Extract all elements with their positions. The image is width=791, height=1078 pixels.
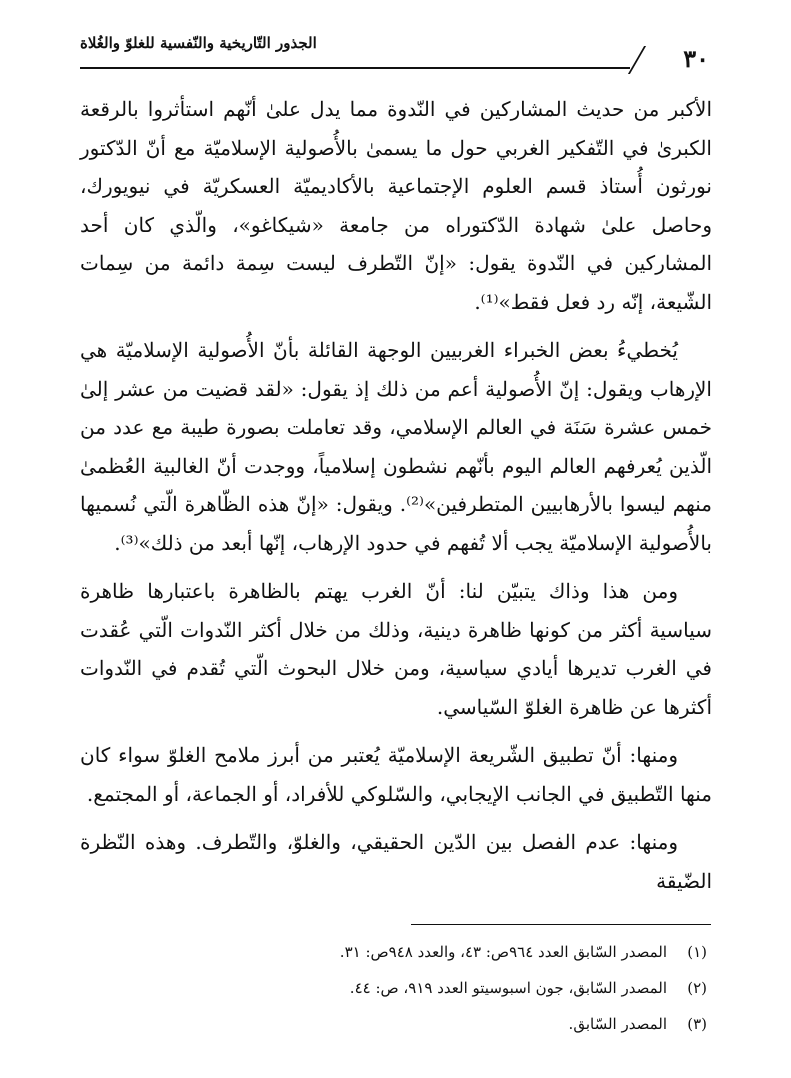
footnote-item bbox=[147, 934, 707, 970]
body-text bbox=[80, 90, 712, 910]
paragraph: ومنها: أنّ تطبيق الشّريعة الإسلاميّة يُعتبر من أبرز ملامح الغلوّ سواء كان منها التّطبيق في الجانب الإيجابي، والسّلوكي للأفراد، أو الجماعة، أو المجتمع. bbox=[80, 743, 712, 806]
footnote-text: المصدر السّابق العدد ٩٦٤ص: ٤٣، والعدد ٩٤٨ص: ٣١. bbox=[339, 943, 667, 961]
footnote-number: (١) bbox=[687, 943, 707, 961]
header-divider-slash bbox=[628, 46, 646, 74]
footnote-text: المصدر السّابق، جون اسبوسيتو العدد ٩١٩، ص: ٤٤. bbox=[349, 979, 667, 997]
footnote-item bbox=[147, 1006, 707, 1042]
running-header-title: الجذور التّاريخية والنّفسية للغلوّ والغُلاة bbox=[80, 34, 317, 52]
paragraph: الأكبر من حديث المشاركين في النّدوة مما يدل علىٰ أنّهم استأثروا بالرقعة الكبرىٰ في التّفكير الغربي حول ما يسمىٰ بالأُصولية الإسلاميّة مع أنّ الدّكتور نورثون أُستاذ قسم العلوم الإجتماعية بالأكاديميّة العسكريّة في نيويورك، وحاصل علىٰ شهادة الدّكتوراه من جامعة «شيكاغو»، والّذي كان أحد المشاركين في النّدوة يقول: «إنّ التّطرف ليست سِمة دائمة من سِمات الشّيعة، إنّه رد فعل فقط»⁽¹⁾. bbox=[80, 97, 713, 314]
footnote-number: (٢) bbox=[687, 979, 707, 997]
paragraph: ومنها: عدم الفصل بين الدّين الحقيقي، والغلوّ، والتّطرف. وهذه النّظرة الضّيقة bbox=[80, 830, 712, 893]
footnote-separator bbox=[411, 924, 711, 925]
header-rule bbox=[80, 67, 630, 69]
paragraph: يُخطيءُ بعض الخبراء الغربيين الوجهة القائلة بأنّ الأُصولية الإسلاميّة هي الإرهاب ويقول: إنّ الأُصولية أعم من ذلك إذ يقول: «لقد قضيت من عشر إلىٰ خمس عشرة سَنَة في العالم الإسلامي، وقد تعاملت بصورة طيبة مع عدد من الّذين يُعرفهم العالم اليوم بأنّهم نشطون إسلامياً، ووجدت أنّ الغالبية العُظمىٰ منهم ليسوا بالأرهابيين المتطرفين»⁽²⁾. ويقول: «إنّ هذه الظّاهرة الّتي نُسميها بالأُصولية الإسلاميّة يجب ألا تُفهم في حدود الإرهاب، إنّها أبعد من ذلك»⁽³⁾. bbox=[80, 338, 712, 555]
footnote-item bbox=[147, 970, 707, 1006]
footnotes bbox=[147, 934, 707, 1042]
page-number: ٣٠ bbox=[683, 44, 709, 73]
footnote-text: المصدر السّابق. bbox=[568, 1015, 667, 1033]
footnote-number: (٣) bbox=[687, 1015, 707, 1033]
paragraph: ومن هذا وذاك يتبيّن لنا: أنّ الغرب يهتم بالظاهرة باعتبارها ظاهرة سياسية أكثر من كونها ظاهرة دينية، وذلك من خلال أكثر النّدوات الّتي عُقدت في الغرب تديرها أيادي سياسية، ومن خلال البحوث الّتي تُقدم في النّدوات أكثرها عن ظاهرة الغلوّ السّياسي. bbox=[80, 579, 712, 719]
